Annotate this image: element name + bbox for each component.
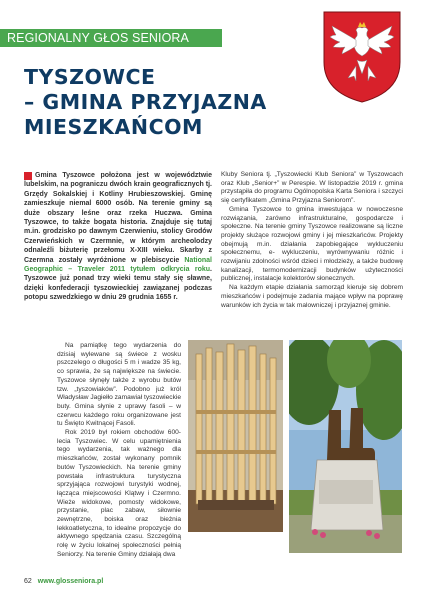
- lead-text-highlight: National Geographic – Traveler 2011 tytułem odkrycia roku: [24, 256, 212, 274]
- right-paragraph-2: Gmina Tyszowce to gmina inwestująca w nowoczesne rozwiązania, zarówno infrastrukturalne, gospodarcze i społeczne. Na terenie gminy Tyszowce realizowane są liczne projekty służące rozwojowi gminy i jej mieszkańców. Projekty obejmują m.in. działania zapobiegające wykluczeniu społecznemu, e- wykluczeniu, wyrównywaniu różnic i rozwijaniu zdolności wśród dzieci i młodzieży, a także budowę kanalizacji, termomodernizacji budynków użyteczności publicznej, instalacje kolektorów słonecznych.: [221, 205, 403, 283]
- left-paragraph-1: Na pamiątkę tego wydarzenia do dzisiaj wylewane są świece z wosku pszczelego o długości 5 m i wadze 35 kg, co sprawia, że są największe na świecie. Tyszowce słynęły także z wyrobu butów tzw. „tyszowiaków”. Podobno już król Władysław Jagiełło zamawiał tyszowieckie buty. Gmina słynie z uprawy fasoli – w czerwcu każdego roku organizowane jest tu Święto Kwitnącej Fasoli.: [57, 342, 181, 428]
- dropcap-marker: [24, 172, 32, 180]
- right-paragraph-3: Na każdym etapie działania samorząd kieruje się dobrem mieszkańców i podejmuje zadania mające wpływ na poprawę warunków ich życia w tak malowniczej i przyjaznej gminie.: [221, 284, 403, 309]
- article-title: [24, 65, 314, 140]
- page-footer: [24, 578, 103, 585]
- title-line-1: TYSZOWCE: [24, 65, 156, 89]
- lead-text-a: Gmina Tyszowce położona jest w województwie lubelskim, na pograniczu dwóch krain geograficznych tj. Grzędy Sokalskiej i Kotliny Hrubieszowskiej. Gminę zamieszkuje niemal 6000 osób. Na terenie gminy są duże obszary leśne oraz rzeka Huczwa. Gmina Tyszowce, to także bogata historia. Znajduje się tutaj m.in. grodzisko po dawnym Czerwieniu, stolicy Grodów Czerwieńskich w Czermnie, w którym archeolodzy odnaleźli biżuterię przełomu X-XIII wieku. Skarby z Czermna zostały wyróżnione w plebiscycie: [24, 172, 212, 264]
- lead-paragraph: [24, 171, 212, 303]
- title-line-3: MIESZKAŃCOM: [24, 115, 203, 139]
- left-paragraph-2: Rok 2019 był rokiem obchodów 600-lecia Tyszowiec. W celu upamiętnienia tego wydarzenia, tak ważnego dla mieszkańców, został wykonany pomnik butów Tyszowieckich. Na terenie gminy powstała infrastruktura turystyczna sprzyjająca rozwojowi turystyki wodnej, łącząca miejscowości Klątwy i Czermno. Wieże widokowe, pomosty widokowe, przystanie, plac zabaw, siłownie zewnętrzne, boiska oraz bieżnia lekkoatletyczna, to idealne propozycje do aktywnego spędzania czasu. Szczególną rolę w życiu lokalnej społeczności pełnią Seniorzy. Na terenie Gminy działają dwa: [57, 429, 181, 558]
- lead-text-c: . Tyszowce już ponad trzy wieki temu stały się sławne, dzięki konfederacji tyszowieckiej zawiązanej podczas potopu szwedzkiego w dniu 29 grudnia 1655 r.: [24, 266, 212, 302]
- footer-url-link[interactable]: www.glosseniora.pl: [37, 578, 104, 585]
- right-paragraph-1: Kluby Seniora tj. „Tyszowiecki Klub Seniora” w Tyszowcach oraz Klub „Senior+” w Perespie. W listopadzie 2019 r. gmina przystąpiła do programu Ogólnopolska Karta Seniora i szczyci się certyfikatem „Gmina Przyjazna Seniorom”.: [221, 171, 403, 205]
- title-line-2: – GMINA PRZYJAZNA: [24, 90, 267, 114]
- boots-monument-photo: [289, 340, 402, 553]
- coat-of-arms-icon: [322, 10, 402, 104]
- section-banner: [0, 29, 222, 47]
- right-column: [221, 171, 403, 310]
- left-column: [57, 342, 181, 560]
- candles-photo: [188, 340, 283, 532]
- page-number: 62: [24, 578, 32, 585]
- banner-text: REGIONALNY GŁOS SENIORA: [7, 31, 189, 45]
